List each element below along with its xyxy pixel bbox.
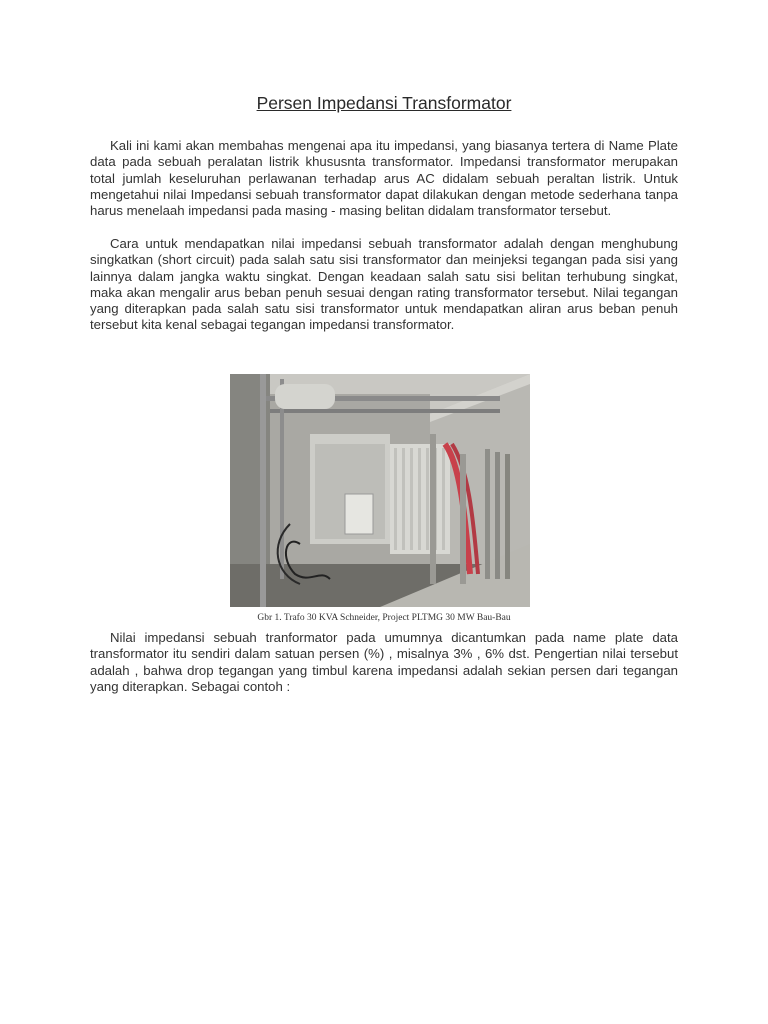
- paragraph-percent: Nilai impedansi sebuah tranformator pada umumnya dicantumkan pada name plate data transformator itu sendiri dalam satuan persen (%) , misalnya 3% , 6% dst. Pengertian nilai tersebut adalah , bahwa drop tegangan yang timbul karena impedansi adalah sekian persen dari tegangan yang diterapkan. Sebagai contoh :: [90, 630, 678, 694]
- paragraph-method: Cara untuk mendapatkan nilai impedansi sebuah transformator adalah dengan menghubung singkatkan (short circuit) pada salah satu sisi transformator dan meinjeksi tegangan pada sisi yang lainnya dalam jangka waktu singkat. Dengan keadaan salah satu sisi belitan terhubung singkat, maka akan mengalir arus beban penuh sesuai dengan rating transformator tersebut. Nilai tegangan yang diterapkan pada salah satu sisi transformator untuk mendapatkan aliran arus beban penuh tersebut kita kenal sebagai tegangan impedansi transformator.: [90, 236, 678, 333]
- transformer-photo: [230, 374, 530, 607]
- transformer-illustration: [230, 374, 530, 607]
- figure-caption: Gbr 1. Trafo 30 KVA Schneider, Project PLTMG 30 MW Bau-Bau: [257, 613, 511, 623]
- page-title: Persen Impedansi Transformator: [256, 93, 512, 113]
- paragraph-intro: Kali ini kami akan membahas mengenai apa itu impedansi, yang biasanya tertera di Name Plate data pada sebuah peralatan listrik khususnta transformator. Impedansi transformator merupakan total jumlah keseluruhan perlawanan terhadap arus AC didalam sebuah peraltan listrik. Untuk mengetahui nilai Impedansi sebuah transformator dapat dilakukan dengan metode sederhana tanpa harus menelaah impedansi pada masing - masing belitan didalam transformator tersebut.: [90, 138, 678, 219]
